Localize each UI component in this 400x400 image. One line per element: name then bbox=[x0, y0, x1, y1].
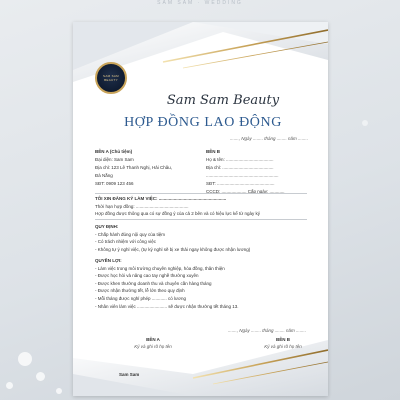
bokeh-dot bbox=[18, 352, 32, 366]
rule-item: - Chấp hành đúng nội quy của tiệm bbox=[95, 231, 166, 237]
application-line: Thời hạn hợp đồng: .......................................... bbox=[95, 203, 189, 209]
party-a-line: SĐT: 0909 123 456 bbox=[95, 181, 134, 186]
application-title: TÔI XIN ĐĂNG KÝ LÀM VIỆC: ...................................................... bbox=[95, 196, 227, 201]
party-b-title: BÊN B bbox=[206, 149, 221, 154]
brand-name: Sam Sam Beauty bbox=[166, 93, 280, 108]
signature-note: Ký và ghi rõ họ tên bbox=[264, 344, 302, 349]
party-b-line: SĐT: .............................................. bbox=[206, 181, 275, 186]
benefit-item: - Nhân viên làm việc ........................ sẽ được nhận thưởng tết tháng 13. bbox=[95, 303, 239, 309]
rules-title: QUY ĐỊNH: bbox=[95, 224, 119, 229]
party-a-line: Đại diện: Sam Sam bbox=[95, 157, 134, 162]
party-b-line: Họ & tên: ...................................... bbox=[206, 157, 274, 162]
date-line: ......., Ngày ........ tháng ........ năm ........ bbox=[229, 136, 308, 141]
party-b-line: Địa chỉ: ......................................... bbox=[206, 165, 274, 170]
rule-item: - Không tự ý nghỉ việc, (tự ký nghỉ sẽ bị xe thải ngay không được nhận lương) bbox=[95, 246, 251, 252]
application-line: Hợp đồng được thông qua có sự đồng ý của cả 2 bên và có hiệu lực kể từ ngày ký bbox=[95, 211, 261, 217]
bokeh-dot bbox=[362, 120, 368, 126]
benefit-item: - Được học hỏi và nâng cao tay nghề thường xuyên bbox=[95, 273, 199, 279]
party-b-signature-title: BÊN B bbox=[275, 337, 290, 342]
signature-note: Ký và ghi rõ họ tên bbox=[134, 344, 172, 349]
application-section bbox=[95, 195, 310, 218]
benefit-item: - Được khen thưởng doanh thu và chuyên cần hàng tháng bbox=[95, 280, 212, 286]
logo-text-line1: SAM SAM bbox=[103, 74, 119, 78]
party-b-signature bbox=[243, 336, 323, 350]
document-title: HỢP ĐỒNG LAO ĐỘNG bbox=[124, 115, 282, 130]
bokeh-dot bbox=[56, 388, 62, 394]
section-divider bbox=[95, 193, 307, 194]
party-a-title: BÊN A (Chủ tiệm) bbox=[95, 149, 133, 154]
party-a-block bbox=[95, 148, 200, 188]
party-a-line: Đà Nẵng bbox=[95, 173, 113, 178]
party-a-line: Địa chỉ: 123 Lê Thanh Nghị, Hải Châu, bbox=[95, 165, 172, 170]
bokeh-dot bbox=[6, 382, 13, 389]
party-a-signature-title: BÊN A bbox=[146, 337, 160, 342]
rule-item: - Có trách nhiệm với công việc bbox=[95, 239, 156, 245]
rules-section bbox=[95, 223, 310, 253]
benefit-item: - Mỗi tháng được nghỉ phép ............ có lương bbox=[95, 295, 186, 301]
party-a-signature bbox=[113, 336, 193, 350]
benefits-title: QUYỀN LỢI: bbox=[95, 258, 122, 263]
signed-name: Sam Sam bbox=[119, 372, 140, 377]
benefit-item: - Làm việc trong môi trường chuyên nghiệp, hòa đồng, thân thiện bbox=[95, 265, 225, 271]
brand-logo-seal bbox=[95, 62, 127, 94]
logo-text-line2: BEAUTY bbox=[104, 78, 118, 82]
section-divider bbox=[95, 219, 307, 220]
party-b-line: CCCD: .................... Cấp ngày: ............ bbox=[206, 189, 285, 194]
party-b-line: .......................................................... bbox=[206, 173, 279, 178]
top-watermark: SAM SAM · WEDDING bbox=[157, 0, 243, 6]
bokeh-dot bbox=[36, 372, 45, 381]
party-b-block bbox=[206, 148, 314, 196]
signature-date-line: ......., Ngày ........ tháng ........ năm ........ bbox=[228, 328, 307, 333]
contract-sheet bbox=[73, 22, 328, 396]
benefit-item: - Được nhận thưởng tết, lễ lớn theo quy định bbox=[95, 288, 185, 294]
benefits-section bbox=[95, 257, 310, 310]
